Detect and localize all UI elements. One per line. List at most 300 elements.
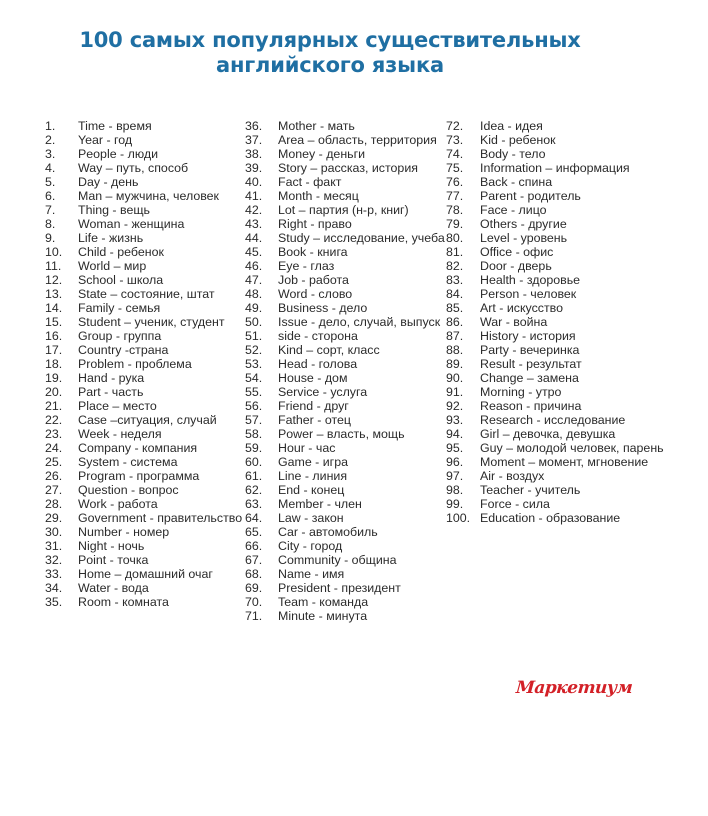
list-item (245, 469, 445, 483)
list-item-word: Art - искусство (480, 301, 563, 315)
list-item-word: Hour - час (278, 441, 336, 455)
list-item-number: 69. (245, 581, 263, 595)
list-item-word: Word - слово (278, 287, 353, 301)
list-item (245, 231, 445, 245)
list-item (245, 385, 445, 399)
list-item-number: 56. (245, 399, 263, 413)
list-item-word: Day - день (78, 175, 139, 189)
list-item-word: Thing - вещь (78, 203, 150, 217)
list-item (446, 343, 666, 357)
list-item-word: Kind – сорт, класс (278, 343, 380, 357)
list-item (446, 511, 666, 525)
list-item (446, 301, 666, 315)
list-item (245, 287, 445, 301)
list-item (45, 315, 245, 329)
list-item-number: 76. (446, 175, 464, 189)
list-item-word: Reason - причина (480, 399, 582, 413)
list-item (45, 497, 245, 511)
list-item-number: 6. (45, 189, 56, 203)
list-item-word: Life - жизнь (78, 231, 144, 245)
list-item-word: Moment – момент, мгновение (480, 455, 649, 469)
list-item-word: Issue - дело, случай, выпуск (278, 315, 441, 329)
list-item (245, 119, 445, 133)
list-item (245, 441, 445, 455)
list-item-word: People - люди (78, 147, 158, 161)
word-column-3 (446, 119, 666, 525)
list-item (45, 441, 245, 455)
list-item-number: 74. (446, 147, 464, 161)
list-item-number: 38. (245, 147, 263, 161)
list-item (446, 259, 666, 273)
list-item-word: Area – область, территория (278, 133, 437, 147)
list-item (45, 133, 245, 147)
list-item-number: 16. (45, 329, 63, 343)
list-item-number: 1. (45, 119, 56, 133)
list-item-word: World – мир (78, 259, 147, 273)
list-item-number: 19. (45, 371, 63, 385)
list-item-number: 77. (446, 189, 464, 203)
page-title (0, 28, 660, 78)
list-item-number: 8. (45, 217, 56, 231)
list-item-number: 72. (446, 119, 464, 133)
list-item (245, 413, 445, 427)
list-item-word: Job - работа (278, 273, 349, 287)
list-item (245, 175, 445, 189)
list-item-word: Morning - утро (480, 385, 562, 399)
page-title-line-1: 100 самых популярных существительных (79, 28, 581, 52)
list-item-word: Health - здоровье (480, 273, 581, 287)
list-item-number: 48. (245, 287, 263, 301)
list-item-word: Work - работа (78, 497, 158, 511)
list-item-number: 21. (45, 399, 63, 413)
list-item-word: Eye - глаз (278, 259, 335, 273)
list-item (245, 133, 445, 147)
list-item (45, 595, 245, 609)
list-item (45, 189, 245, 203)
list-item (245, 273, 445, 287)
list-item-word: Time - время (78, 119, 152, 133)
list-item-word: Power – власть, мощь (278, 427, 405, 441)
list-item-word: Child - ребенок (78, 245, 164, 259)
list-item-number: 89. (446, 357, 464, 371)
list-item-number: 34. (45, 581, 63, 595)
list-item-word: Idea - идея (480, 119, 543, 133)
list-item-number: 70. (245, 595, 263, 609)
list-item (446, 217, 666, 231)
list-item (245, 329, 445, 343)
list-item-word: Girl – девочка, девушка (480, 427, 616, 441)
list-item (45, 413, 245, 427)
list-item (245, 497, 445, 511)
list-item (45, 511, 245, 525)
list-item-word: Family - семья (78, 301, 161, 315)
list-item-word: Friend - друг (278, 399, 349, 413)
list-item-word: Government - правительство (78, 511, 243, 525)
list-item-number: 37. (245, 133, 263, 147)
list-item-word: Result - результат (480, 357, 582, 371)
list-item (446, 273, 666, 287)
list-item-word: Hand - рука (78, 371, 145, 385)
list-item (245, 371, 445, 385)
list-item-word: Mother - мать (278, 119, 355, 133)
list-item (245, 161, 445, 175)
list-item-number: 9. (45, 231, 56, 245)
list-item-word: Room - комната (78, 595, 169, 609)
list-item-word: Others - другие (480, 217, 567, 231)
list-item (446, 161, 666, 175)
list-item-number: 60. (245, 455, 263, 469)
list-item-number: 65. (245, 525, 263, 539)
list-item-word: Body - тело (480, 147, 546, 161)
list-item-number: 95. (446, 441, 464, 455)
list-item-number: 97. (446, 469, 464, 483)
list-item-word: Month - месяц (278, 189, 359, 203)
list-item (446, 315, 666, 329)
list-item (45, 343, 245, 357)
list-item-word: System - система (78, 455, 178, 469)
list-item-number: 88. (446, 343, 464, 357)
list-item (446, 189, 666, 203)
list-item-word: Lot – партия (н-р, книг) (278, 203, 409, 217)
list-item-word: Story – рассказ, история (278, 161, 418, 175)
list-item (446, 399, 666, 413)
page-title-line-2: английского языка (216, 53, 444, 77)
list-item-word: End - конец (278, 483, 345, 497)
list-item (45, 455, 245, 469)
list-item (45, 259, 245, 273)
list-item-number: 82. (446, 259, 464, 273)
list-item-number: 15. (45, 315, 63, 329)
list-item-number: 86. (446, 315, 464, 329)
list-item (245, 427, 445, 441)
list-item-word: Week - неделя (78, 427, 162, 441)
list-item (245, 567, 445, 581)
list-item-number: 93. (446, 413, 464, 427)
list-item-number: 53. (245, 357, 263, 371)
list-item-number: 45. (245, 245, 263, 259)
list-item-number: 35. (45, 595, 63, 609)
list-item-number: 57. (245, 413, 263, 427)
list-item-word: Case –ситуация, случай (78, 413, 217, 427)
list-item (45, 525, 245, 539)
list-item-number: 42. (245, 203, 263, 217)
list-item (45, 329, 245, 343)
list-item (245, 609, 445, 623)
list-item-number: 24. (45, 441, 63, 455)
list-item-number: 25. (45, 455, 63, 469)
list-item (446, 497, 666, 511)
list-item (245, 343, 445, 357)
list-item (45, 371, 245, 385)
list-item-number: 98. (446, 483, 464, 497)
list-item-number: 20. (45, 385, 63, 399)
list-item (446, 483, 666, 497)
list-item-number: 84. (446, 287, 464, 301)
list-item-word: Student – ученик, студент (78, 315, 225, 329)
list-item-word: Right - право (278, 217, 352, 231)
list-item (45, 245, 245, 259)
list-item (245, 455, 445, 469)
list-item-number: 5. (45, 175, 56, 189)
list-item-number: 10. (45, 245, 63, 259)
list-item (45, 203, 245, 217)
list-item-number: 81. (446, 245, 464, 259)
list-item-word: Office - офис (480, 245, 554, 259)
list-item-word: Year - год (78, 133, 133, 147)
list-item-number: 49. (245, 301, 263, 315)
list-item-number: 91. (446, 385, 464, 399)
list-item (446, 231, 666, 245)
list-item-number: 51. (245, 329, 263, 343)
list-item-number: 90. (446, 371, 464, 385)
list-item (245, 189, 445, 203)
list-item (446, 357, 666, 371)
list-item (446, 385, 666, 399)
list-item (446, 203, 666, 217)
list-item-number: 3. (45, 147, 56, 161)
list-item-number: 52. (245, 343, 263, 357)
list-item (45, 161, 245, 175)
list-item-word: Money - деньги (278, 147, 366, 161)
list-item (45, 357, 245, 371)
list-item-word: Information – информация (480, 161, 630, 175)
list-item-number: 47. (245, 273, 263, 287)
list-item-number: 43. (245, 217, 263, 231)
list-item-number: 83. (446, 273, 464, 287)
list-item (446, 287, 666, 301)
list-item-number: 58. (245, 427, 263, 441)
list-item (45, 539, 245, 553)
list-item (45, 231, 245, 245)
list-item (45, 567, 245, 581)
list-item (45, 119, 245, 133)
word-column-1 (45, 119, 245, 609)
list-item-word: Team - команда (278, 595, 369, 609)
list-item (446, 119, 666, 133)
list-item-number: 96. (446, 455, 464, 469)
list-item-number: 30. (45, 525, 63, 539)
list-item-word: Program - программа (78, 469, 200, 483)
list-item-number: 85. (446, 301, 464, 315)
list-item (45, 273, 245, 287)
list-item (446, 133, 666, 147)
list-item-word: Service - услуга (278, 385, 368, 399)
list-item (245, 581, 445, 595)
list-item-word: Problem - проблема (78, 357, 192, 371)
list-item-number: 32. (45, 553, 63, 567)
list-item-word: State – состояние, штат (78, 287, 215, 301)
list-item-word: Law - закон (278, 511, 344, 525)
list-item-number: 78. (446, 203, 464, 217)
list-item-number: 87. (446, 329, 464, 343)
list-item (446, 469, 666, 483)
list-item-word: Way – путь, способ (78, 161, 189, 175)
list-item-word: Woman - женщина (78, 217, 185, 231)
list-item-number: 80. (446, 231, 464, 245)
list-item-word: Business - дело (278, 301, 368, 315)
list-item-word: School - школа (78, 273, 164, 287)
list-item (245, 525, 445, 539)
list-item-word: Father - отец (278, 413, 351, 427)
list-item-word: Home – домашний очаг (78, 567, 213, 581)
list-item-word: Kid - ребенок (480, 133, 556, 147)
list-item-number: 73. (446, 133, 464, 147)
list-item-word: Name - имя (278, 567, 345, 581)
list-item-word: History - история (480, 329, 576, 343)
list-item (245, 301, 445, 315)
list-item-word: side - сторона (278, 329, 358, 343)
list-item (45, 217, 245, 231)
list-item (45, 385, 245, 399)
list-item-word: City - город (278, 539, 343, 553)
list-item-number: 54. (245, 371, 263, 385)
list-item-number: 26. (45, 469, 63, 483)
list-item (446, 147, 666, 161)
list-item-number: 67. (245, 553, 263, 567)
list-item-number: 12. (45, 273, 63, 287)
list-item-word: Place – место (78, 399, 157, 413)
list-item-word: Person - человек (480, 287, 577, 301)
list-item-word: Game - игра (278, 455, 348, 469)
list-item-number: 17. (45, 343, 63, 357)
list-item (446, 245, 666, 259)
list-item (245, 147, 445, 161)
list-item (245, 315, 445, 329)
list-item (45, 553, 245, 567)
list-item-word: Country -страна (78, 343, 169, 357)
list-item-number: 36. (245, 119, 263, 133)
list-item-word: Party - вечеринка (480, 343, 580, 357)
list-item-word: Man – мужчина, человек (78, 189, 219, 203)
list-item-number: 62. (245, 483, 263, 497)
list-item-word: Level - уровень (480, 231, 568, 245)
list-item-number: 11. (45, 259, 62, 273)
list-item-word: Water - вода (78, 581, 149, 595)
list-item (446, 427, 666, 441)
list-item-word: Face - лицо (480, 203, 547, 217)
list-item (45, 175, 245, 189)
list-item-number: 100. (446, 511, 471, 525)
list-item-number: 61. (245, 469, 263, 483)
list-item-number: 63. (245, 497, 263, 511)
list-item-number: 44. (245, 231, 263, 245)
list-item-number: 71. (245, 609, 263, 623)
list-item-word: House - дом (278, 371, 348, 385)
list-item-number: 29. (45, 511, 63, 525)
list-item-number: 13. (45, 287, 63, 301)
list-item-number: 92. (446, 399, 464, 413)
list-item-number: 27. (45, 483, 63, 497)
list-item (446, 455, 666, 469)
list-item (446, 371, 666, 385)
list-item-word: Fact - факт (278, 175, 342, 189)
list-item-number: 59. (245, 441, 263, 455)
list-item (45, 301, 245, 315)
list-item-number: 4. (45, 161, 56, 175)
list-item-word: Door - дверь (480, 259, 552, 273)
list-item-word: President - президент (278, 581, 401, 595)
list-item (245, 511, 445, 525)
list-item-number: 14. (45, 301, 63, 315)
list-item-word: Education - образование (480, 511, 621, 525)
list-item-word: Group - группа (78, 329, 162, 343)
list-item-number: 94. (446, 427, 464, 441)
list-item-word: War - война (480, 315, 548, 329)
list-item (245, 259, 445, 273)
list-item (45, 483, 245, 497)
list-item-word: Number - номер (78, 525, 170, 539)
list-item-word: Question - вопрос (78, 483, 179, 497)
list-item (245, 553, 445, 567)
list-item-word: Night - ночь (78, 539, 145, 553)
list-item-number: 46. (245, 259, 263, 273)
list-item (245, 245, 445, 259)
list-item (446, 175, 666, 189)
list-item-word: Teacher - учитель (480, 483, 581, 497)
list-item-number: 40. (245, 175, 263, 189)
list-item-word: Book - книга (278, 245, 348, 259)
list-item (45, 147, 245, 161)
list-item (45, 427, 245, 441)
list-item-word: Line - линия (278, 469, 348, 483)
list-item-number: 22. (45, 413, 63, 427)
list-item-number: 23. (45, 427, 63, 441)
list-item-word: Point - точка (78, 553, 149, 567)
list-item (245, 203, 445, 217)
list-item-word: Company - компания (78, 441, 198, 455)
list-item (446, 441, 666, 455)
list-item-word: Community - община (278, 553, 397, 567)
list-item (245, 539, 445, 553)
list-item (446, 413, 666, 427)
list-item (245, 595, 445, 609)
list-item (245, 399, 445, 413)
list-item (446, 329, 666, 343)
list-item-word: Air - воздух (480, 469, 545, 483)
list-item-number: 2. (45, 133, 56, 147)
list-item-word: Member - член (278, 497, 362, 511)
list-item-number: 50. (245, 315, 263, 329)
list-item-number: 79. (446, 217, 464, 231)
list-item-number: 68. (245, 567, 263, 581)
list-item-number: 55. (245, 385, 263, 399)
list-item (45, 399, 245, 413)
list-item-word: Study – исследование, учеба (278, 231, 445, 245)
list-item-number: 7. (45, 203, 56, 217)
list-item (245, 217, 445, 231)
list-item-number: 99. (446, 497, 464, 511)
list-item-number: 64. (245, 511, 263, 525)
list-item-word: Car - автомобиль (278, 525, 378, 539)
list-item-number: 18. (45, 357, 63, 371)
list-item-number: 28. (45, 497, 63, 511)
list-item (45, 469, 245, 483)
word-column-2 (245, 119, 445, 623)
list-item-word: Guy – молодой человек, парень (480, 441, 664, 455)
list-item-word: Part - часть (78, 385, 144, 399)
list-item-word: Research - исследование (480, 413, 626, 427)
list-item (45, 287, 245, 301)
list-item (45, 581, 245, 595)
list-item-number: 39. (245, 161, 263, 175)
list-item-number: 41. (245, 189, 263, 203)
list-item-word: Minute - минута (278, 609, 368, 623)
brand-logo: Маркетиум (515, 678, 633, 698)
list-item-word: Back - спина (480, 175, 553, 189)
list-item-number: 66. (245, 539, 263, 553)
list-item-number: 31. (45, 539, 63, 553)
list-item-word: Head - голова (278, 357, 358, 371)
